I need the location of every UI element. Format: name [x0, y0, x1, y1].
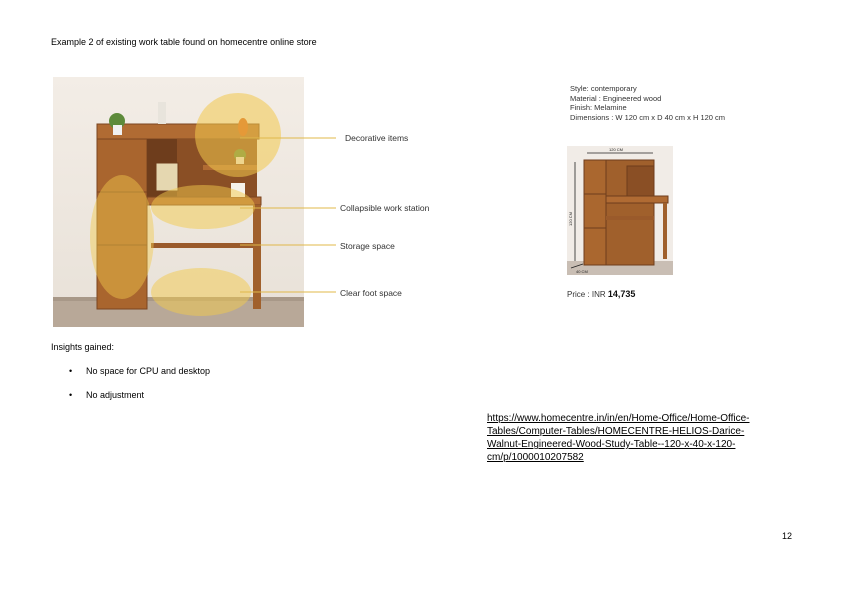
product-link[interactable]: https://www.homecentre.in/in/en/Home-Office/Home-Office-Tables/Computer-Tables/HOMECENTRE-HELIOS-Darice-Walnut-Engineered-Wood-Study-Table--120-x-40-x-120-cm/p/1000010207582 [487, 413, 750, 463]
spec-material: Material : Engineered wood [570, 93, 662, 103]
bullet-icon: • [69, 366, 73, 376]
insight-text: No space for CPU and desktop [86, 366, 211, 376]
callout-decorative: Decorative items [345, 133, 409, 143]
spec-style: Style: contemporary [570, 84, 637, 93]
insights-title: Insights gained: [51, 342, 115, 352]
insight-text: No adjustment [86, 390, 145, 400]
product-dimension-image [567, 146, 673, 275]
callout-workstation: Collapsible work station [340, 203, 430, 213]
page-heading: Example 2 of existing work table found on homecentre online store [51, 37, 317, 47]
price [567, 289, 635, 299]
callout-foot: Clear foot space [340, 288, 402, 298]
width-label: 120 CM [609, 147, 624, 152]
page-number: 12 [782, 531, 793, 541]
spec-list [570, 84, 725, 122]
insight-item [69, 366, 210, 376]
height-label: 120 CM [568, 211, 573, 226]
depth-label: 40 CM [576, 269, 588, 274]
callout-storage: Storage space [340, 241, 395, 251]
bullet-icon: • [69, 390, 73, 400]
spec-dimensions: Dimensions : W 120 cm x D 40 cm x H 120 cm [570, 112, 726, 122]
spec-finish: Finish: Melamine [570, 103, 627, 112]
insight-item [69, 390, 144, 400]
price-value: 14,735 [607, 289, 636, 299]
price-label: Price : INR [567, 290, 608, 299]
callout-leaders [240, 130, 340, 300]
